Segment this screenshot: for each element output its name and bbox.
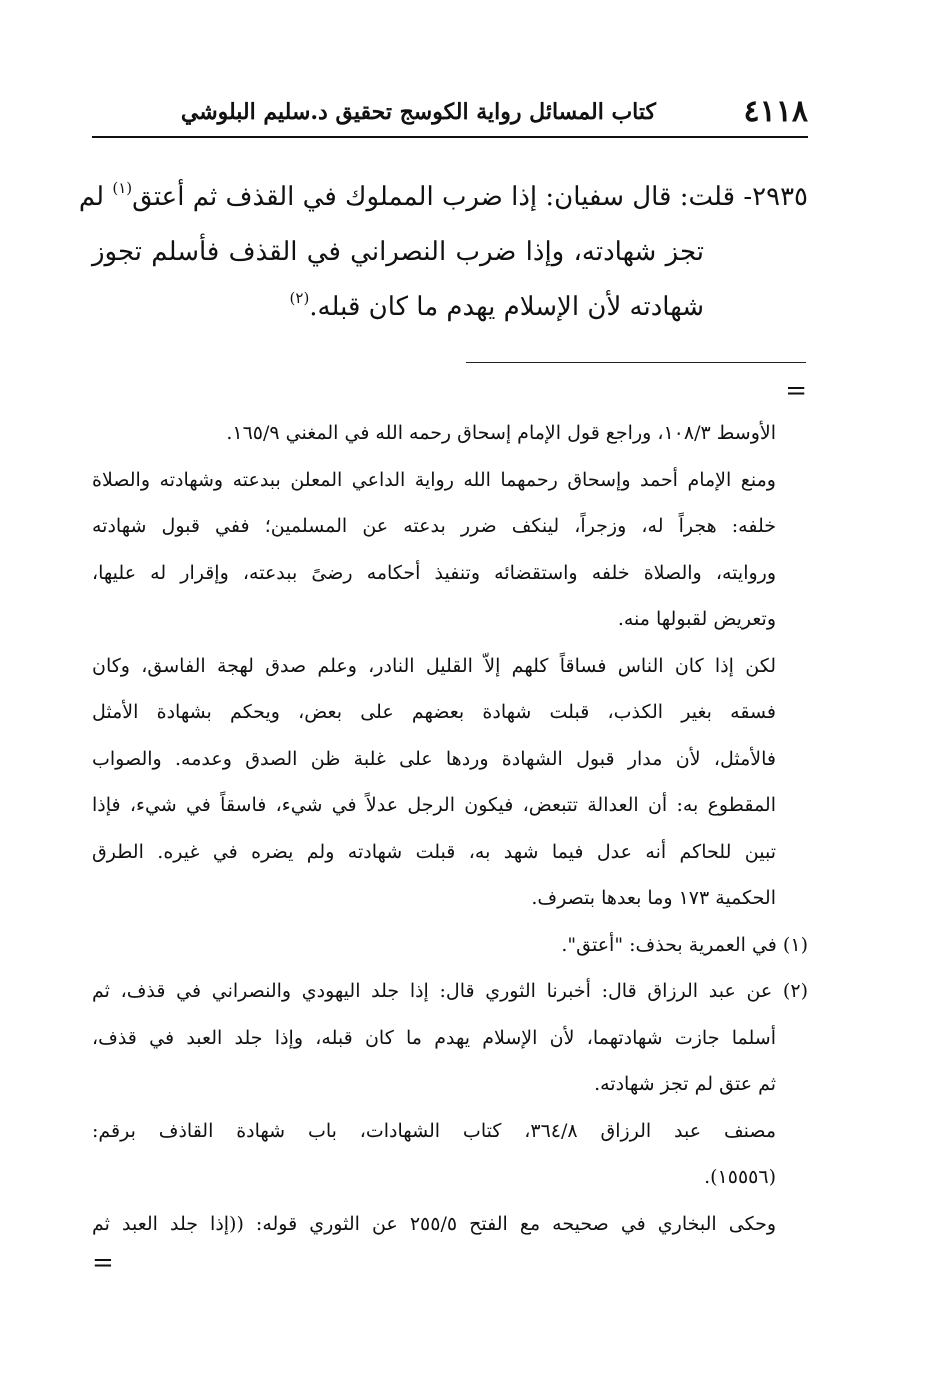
footnote-line: (١٥٥٥٦). (704, 1166, 776, 1188)
footnotes (92, 410, 808, 1247)
footnote-line: فالأمثل، لأن مدار قبول الشهادة وردها على غلبة ظن الصدق وعدمه. والصواب (92, 747, 776, 770)
footnote-separator (466, 362, 806, 363)
main-text-line: تجز شهادته، وإذا ضرب النصراني في القذف فأسلم تجوز (92, 237, 704, 267)
footnote-line: الحكمية ١٧٣ وما بعدها بتصرف. (531, 887, 776, 909)
footnote-line: ثم عتق لم تجز شهادته. (594, 1073, 776, 1095)
page-number: ٤١١٨ (743, 94, 808, 129)
footnote-line: مصنف عبد الرزاق ٣٦٤/٨، كتاب الشهادات، باب شهادة القاذف برقم: (92, 1119, 776, 1142)
main-text (78, 170, 808, 335)
footnote-ref[interactable]: (١) (112, 179, 133, 197)
footnote-line: الأوسط ١٠٨/٣، وراجع قول الإمام إسحاق رحمه الله في المغني ١٦٥/٩. (226, 422, 776, 444)
header-rule (92, 136, 808, 138)
footnote-line: خلفه: هجراً له، وزجراً، لينكف ضرر بدعته عن المسلمين؛ ففي قبول شهادته (92, 515, 776, 537)
footnote-line: فسقه بغير الكذب، قبلت شهادة بعضهم على بعض، ويحكم بشهادة الأمثل (92, 701, 776, 723)
footnote-line: وروايته، والصلاة خلفه واستقضائه وتنفيذ أحكامه رضىً ببدعته، وإقرار له عليها، (92, 561, 776, 584)
footnote-line: (٢) عن عبد الرزاق قال: أخبرنا الثوري قال: إذا جلد اليهودي والنصراني في قذف، ثم (92, 980, 808, 1002)
footnote-line: تبين للحاكم أنه عدل فيما شهد به، قبلت شهادته ولم يضره في غيره. الطرق (92, 840, 776, 863)
footnote-line: ومنع الإمام أحمد وإسحاق رحمهما الله رواية الداعي المعلن ببدعته وشهادته والصلاة (92, 468, 776, 491)
main-text-line: شهادته لأن الإسلام يهدم ما كان قبله.$^{(٢)}$ (289, 289, 704, 322)
book-title: كتاب المسائل رواية الكوسج تحقيق د.سليم البلوشي (180, 99, 656, 125)
continuation-mark: = (92, 1248, 114, 1278)
footnote-line: لكن إذا كان الناس فساقاً كلهم إلاّ القليل النادر، وعلم صدق لهجة الفاسق، وكان (92, 654, 776, 677)
footnote-ref[interactable]: (٢) (289, 289, 310, 307)
footnote-line: وتعريض لقبولها منه. (617, 608, 776, 630)
footnote-line: وحكى البخاري في صحيحه مع الفتح ٢٥٥/٥ عن الثوري قوله: ((إذا جلد العبد ثم (92, 1212, 776, 1235)
page-header (92, 92, 808, 132)
continuation-mark: = (785, 376, 807, 406)
main-text-line: ٢٩٣٥- قلت: قال سفيان: إذا ضرب المملوك في القذف ثم أعتق$^{(١)}$ لم (78, 179, 808, 212)
footnote-line: المقطوع به: أن العدالة تتبعض، فيكون الرجل عدلاً في شيء، فاسقاً في شيء، فإذا (92, 794, 776, 816)
footnote-line: أسلما جازت شهادتهما، لأن الإسلام يهدم ما كان قبله، وإذا جلد العبد في قذف، (92, 1026, 776, 1049)
issue-number: ٢٩٣٥- (735, 182, 808, 212)
footnote-line: (١) في العمرية بحذف: "أعتق". (561, 933, 808, 956)
